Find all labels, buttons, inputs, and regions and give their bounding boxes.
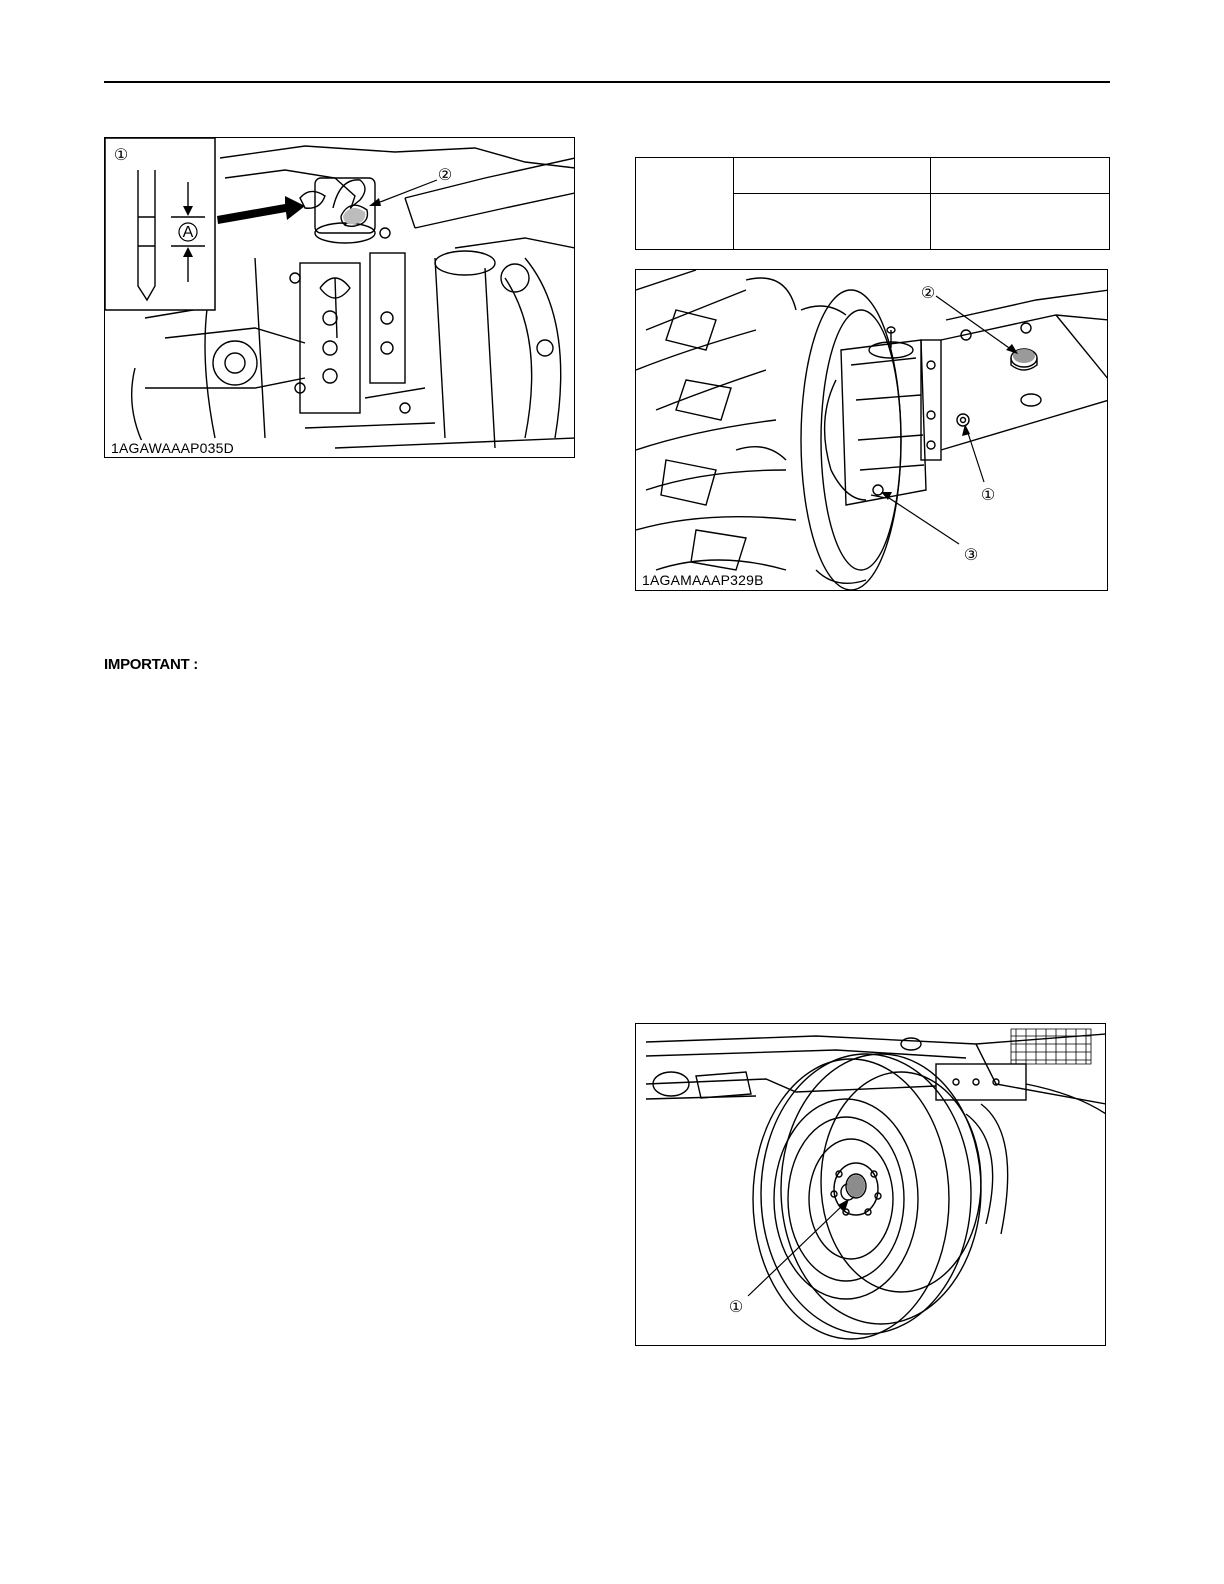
figure-code: 1AGAWAAAP035D [111, 440, 234, 456]
important-label: IMPORTANT : [104, 656, 198, 673]
spec-table [635, 157, 1110, 250]
dipstick-illustration [105, 138, 575, 458]
spec-cell-value-1 [734, 194, 931, 250]
callout-2: ② [920, 285, 936, 302]
callout-3: ③ [963, 547, 979, 564]
figure-front-wheel [635, 1023, 1106, 1346]
figure-axle-plugs [635, 269, 1108, 591]
header-rule [104, 81, 1110, 83]
callout-1: ① [980, 487, 996, 504]
figure-code: 1AGAMAAAP329B [642, 572, 764, 588]
dimension-label-a: A [182, 224, 194, 241]
spec-cell-header-2 [931, 158, 1110, 194]
axle-illustration [636, 270, 1108, 591]
callout-1: ① [113, 147, 129, 164]
spec-cell-value-2 [931, 194, 1110, 250]
spec-cell-label [636, 158, 734, 250]
spec-cell-header-1 [734, 158, 931, 194]
callout-2: ② [437, 167, 453, 184]
callout-1: ① [728, 1299, 744, 1316]
figure-dipstick [104, 137, 575, 458]
front-wheel-illustration [636, 1024, 1106, 1346]
